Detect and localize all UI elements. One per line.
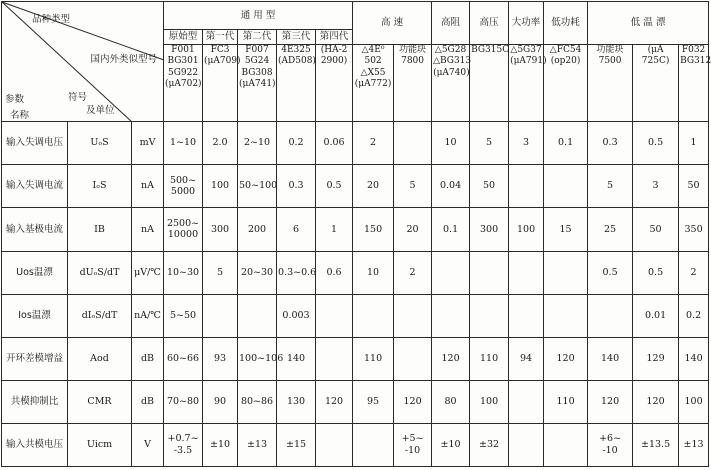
value-cell: 0.5: [633, 251, 679, 294]
model-cell: BG315C: [470, 45, 509, 122]
op-amp-comparison-table: [1, 1, 709, 467]
param-symbol-cell: UₒS: [68, 122, 132, 165]
param-name-cell: 共模抑制比: [2, 380, 68, 423]
table-row: [2, 122, 709, 165]
value-cell: 120: [394, 380, 432, 423]
group-high-v: 高压: [470, 2, 509, 45]
value-cell: [316, 423, 353, 466]
corner-type-label: 品种类型: [32, 14, 71, 25]
group-high-power: 大功率: [509, 2, 544, 45]
value-cell: [432, 294, 470, 337]
value-cell: 0.5: [633, 122, 679, 165]
value-cell: [544, 251, 588, 294]
model-cell: △5G28 △BG313 (μA740): [432, 45, 470, 122]
subheader-gen4: 第四代: [316, 30, 353, 45]
value-cell: 0.01: [633, 294, 679, 337]
value-cell: 80~86: [238, 380, 277, 423]
value-cell: [238, 294, 277, 337]
param-unit-cell: nA: [132, 165, 164, 208]
param-symbol-cell: Uicm: [68, 423, 132, 466]
value-cell: 5: [394, 165, 432, 208]
value-cell: [203, 294, 238, 337]
value-cell: 6: [277, 208, 316, 251]
value-cell: 0.3: [588, 122, 633, 165]
value-cell: [394, 294, 432, 337]
value-cell: +6~ -10: [588, 423, 633, 466]
value-cell: 50: [470, 165, 509, 208]
value-cell: 140: [588, 337, 633, 380]
value-cell: 0.3~0.6: [277, 251, 316, 294]
model-cell: (HA-2 2900): [316, 45, 353, 122]
value-cell: 130: [277, 380, 316, 423]
value-cell: 100: [470, 380, 509, 423]
model-cell: FC3 (μA709): [203, 45, 238, 122]
param-name-cell: Uos温漂: [2, 251, 68, 294]
value-cell: 100: [203, 165, 238, 208]
value-cell: ±15: [277, 423, 316, 466]
subheader-gen1: 第一代: [203, 30, 238, 45]
value-cell: 100: [509, 208, 544, 251]
table-row: [2, 423, 709, 466]
table-row: [2, 165, 709, 208]
value-cell: 15: [544, 208, 588, 251]
value-cell: 140: [277, 337, 316, 380]
value-cell: 150: [353, 208, 394, 251]
param-symbol-cell: dIₒS/dT: [68, 294, 132, 337]
value-cell: +5~ -10: [394, 423, 432, 466]
value-cell: [353, 294, 394, 337]
value-cell: 3: [509, 122, 544, 165]
param-unit-cell: dB: [132, 380, 164, 423]
param-symbol-cell: CMR: [68, 380, 132, 423]
value-cell: 0.06: [316, 122, 353, 165]
value-cell: 129: [633, 337, 679, 380]
value-cell: 5~50: [164, 294, 203, 337]
value-cell: 0.04: [432, 165, 470, 208]
value-cell: 60~66: [164, 337, 203, 380]
param-symbol-cell: Aod: [68, 337, 132, 380]
value-cell: [470, 294, 509, 337]
value-cell: [509, 294, 544, 337]
value-cell: 1~10: [164, 122, 203, 165]
value-cell: 100~106: [238, 337, 277, 380]
value-cell: 100: [679, 380, 709, 423]
corner-symbol-label: 符号: [68, 92, 88, 103]
param-unit-cell: μV/℃: [132, 251, 164, 294]
model-cell: △4E⁰ 502 △X55 (μA772): [353, 45, 394, 122]
value-cell: 120: [432, 337, 470, 380]
value-cell: 2: [353, 122, 394, 165]
value-cell: ±10: [432, 423, 470, 466]
value-cell: 0.1: [432, 208, 470, 251]
value-cell: [394, 122, 432, 165]
param-name-cell: Ios温漂: [2, 294, 68, 337]
value-cell: 70~80: [164, 380, 203, 423]
value-cell: 500~ 5000: [164, 165, 203, 208]
corner-model-label: 国内外类似型号: [90, 54, 158, 65]
value-cell: 50: [633, 208, 679, 251]
value-cell: [509, 380, 544, 423]
value-cell: [509, 423, 544, 466]
model-cell: 功能块 7500: [588, 45, 633, 122]
subheader-gen2: 第二代: [238, 30, 277, 45]
value-cell: 0.5: [316, 165, 353, 208]
value-cell: 110: [353, 337, 394, 380]
corner-name-label: 名称: [10, 110, 30, 121]
param-symbol-cell: IₒS: [68, 165, 132, 208]
value-cell: 20~30: [238, 251, 277, 294]
value-cell: 2: [394, 251, 432, 294]
value-cell: ±32: [470, 423, 509, 466]
value-cell: 0.003: [277, 294, 316, 337]
param-name-cell: 输入基极电流: [2, 208, 68, 251]
param-unit-cell: nA: [132, 208, 164, 251]
value-cell: 93: [203, 337, 238, 380]
model-cell: △5G37 (μA791): [509, 45, 544, 122]
value-cell: 95: [353, 380, 394, 423]
model-cell: F001 BG301 5G922 (μA702): [164, 45, 203, 122]
table-row: [2, 294, 709, 337]
corner-header: [2, 2, 164, 122]
value-cell: +0.7~ -3.5: [164, 423, 203, 466]
value-cell: 0.2: [277, 122, 316, 165]
group-high-z: 高阻: [432, 2, 470, 45]
subheader-gen3: 第三代: [277, 30, 316, 45]
value-cell: 1: [316, 208, 353, 251]
value-cell: 10: [432, 122, 470, 165]
value-cell: [470, 251, 509, 294]
value-cell: 2500~ 10000: [164, 208, 203, 251]
value-cell: 2.0: [203, 122, 238, 165]
value-cell: [509, 251, 544, 294]
value-cell: 3: [633, 165, 679, 208]
value-cell: [544, 294, 588, 337]
value-cell: 350: [679, 208, 709, 251]
value-cell: 140: [679, 337, 709, 380]
value-cell: 0.5: [588, 251, 633, 294]
value-cell: 20: [394, 208, 432, 251]
value-cell: 110: [470, 337, 509, 380]
value-cell: [394, 337, 432, 380]
value-cell: 25: [588, 208, 633, 251]
value-cell: 20: [353, 165, 394, 208]
group-general: 通 用 型: [164, 2, 353, 30]
value-cell: 2: [679, 251, 709, 294]
table-row: [2, 337, 709, 380]
value-cell: 10~30: [164, 251, 203, 294]
value-cell: [353, 423, 394, 466]
value-cell: 0.6: [316, 251, 353, 294]
param-unit-cell: V: [132, 423, 164, 466]
value-cell: 5: [588, 165, 633, 208]
value-cell: 5: [203, 251, 238, 294]
model-cell: (μA 725C): [633, 45, 679, 122]
param-name-cell: 输入失调电流: [2, 165, 68, 208]
param-name-cell: 输入共模电压: [2, 423, 68, 466]
value-cell: [316, 337, 353, 380]
value-cell: 90: [203, 380, 238, 423]
value-cell: 120: [544, 337, 588, 380]
value-cell: 2~10: [238, 122, 277, 165]
value-cell: 0.3: [277, 165, 316, 208]
value-cell: 300: [203, 208, 238, 251]
value-cell: 10: [353, 251, 394, 294]
corner-param-label: 参数: [5, 94, 25, 105]
value-cell: 110: [544, 380, 588, 423]
value-cell: 200: [238, 208, 277, 251]
model-cell: F007 5G24 BG308 (μA741): [238, 45, 277, 122]
value-cell: [544, 165, 588, 208]
value-cell: [432, 251, 470, 294]
param-unit-cell: dB: [132, 337, 164, 380]
param-unit-cell: nA/℃: [132, 294, 164, 337]
model-cell: △FC54 (op20): [544, 45, 588, 122]
value-cell: [544, 423, 588, 466]
group-high-speed: 高 速: [353, 2, 432, 45]
value-cell: ±13: [679, 423, 709, 466]
model-cell: 4E325 (AD508): [277, 45, 316, 122]
data-rows: [2, 122, 709, 467]
group-low-drift: 低 温 漂: [588, 2, 709, 45]
value-cell: 50: [679, 165, 709, 208]
param-unit-cell: mV: [132, 122, 164, 165]
param-name-cell: 开环差模增益: [2, 337, 68, 380]
param-symbol-cell: dUₒS/dT: [68, 251, 132, 294]
model-cell: 功能块 7800: [394, 45, 432, 122]
corner-unit-label: 及单位: [86, 105, 115, 116]
value-cell: 80: [432, 380, 470, 423]
value-cell: [316, 294, 353, 337]
value-cell: 94: [509, 337, 544, 380]
value-cell: 0.1: [544, 122, 588, 165]
subheader-original: 原始型: [164, 30, 203, 45]
value-cell: [588, 294, 633, 337]
table-row: [2, 380, 709, 423]
value-cell: 1: [679, 122, 709, 165]
value-cell: 120: [633, 380, 679, 423]
model-cell: F032 BG312: [679, 45, 709, 122]
group-low-power: 低功耗: [544, 2, 588, 45]
value-cell: 120: [316, 380, 353, 423]
param-name-cell: 输入失调电压: [2, 122, 68, 165]
param-symbol-cell: IB: [68, 208, 132, 251]
table-row: [2, 208, 709, 251]
value-cell: 120: [588, 380, 633, 423]
table-row: [2, 251, 709, 294]
value-cell: 5: [470, 122, 509, 165]
value-cell: 50~100: [238, 165, 277, 208]
value-cell: ±10: [203, 423, 238, 466]
value-cell: ±13.5: [633, 423, 679, 466]
value-cell: 0.2: [679, 294, 709, 337]
value-cell: ±13: [238, 423, 277, 466]
value-cell: 300: [470, 208, 509, 251]
value-cell: [509, 165, 544, 208]
